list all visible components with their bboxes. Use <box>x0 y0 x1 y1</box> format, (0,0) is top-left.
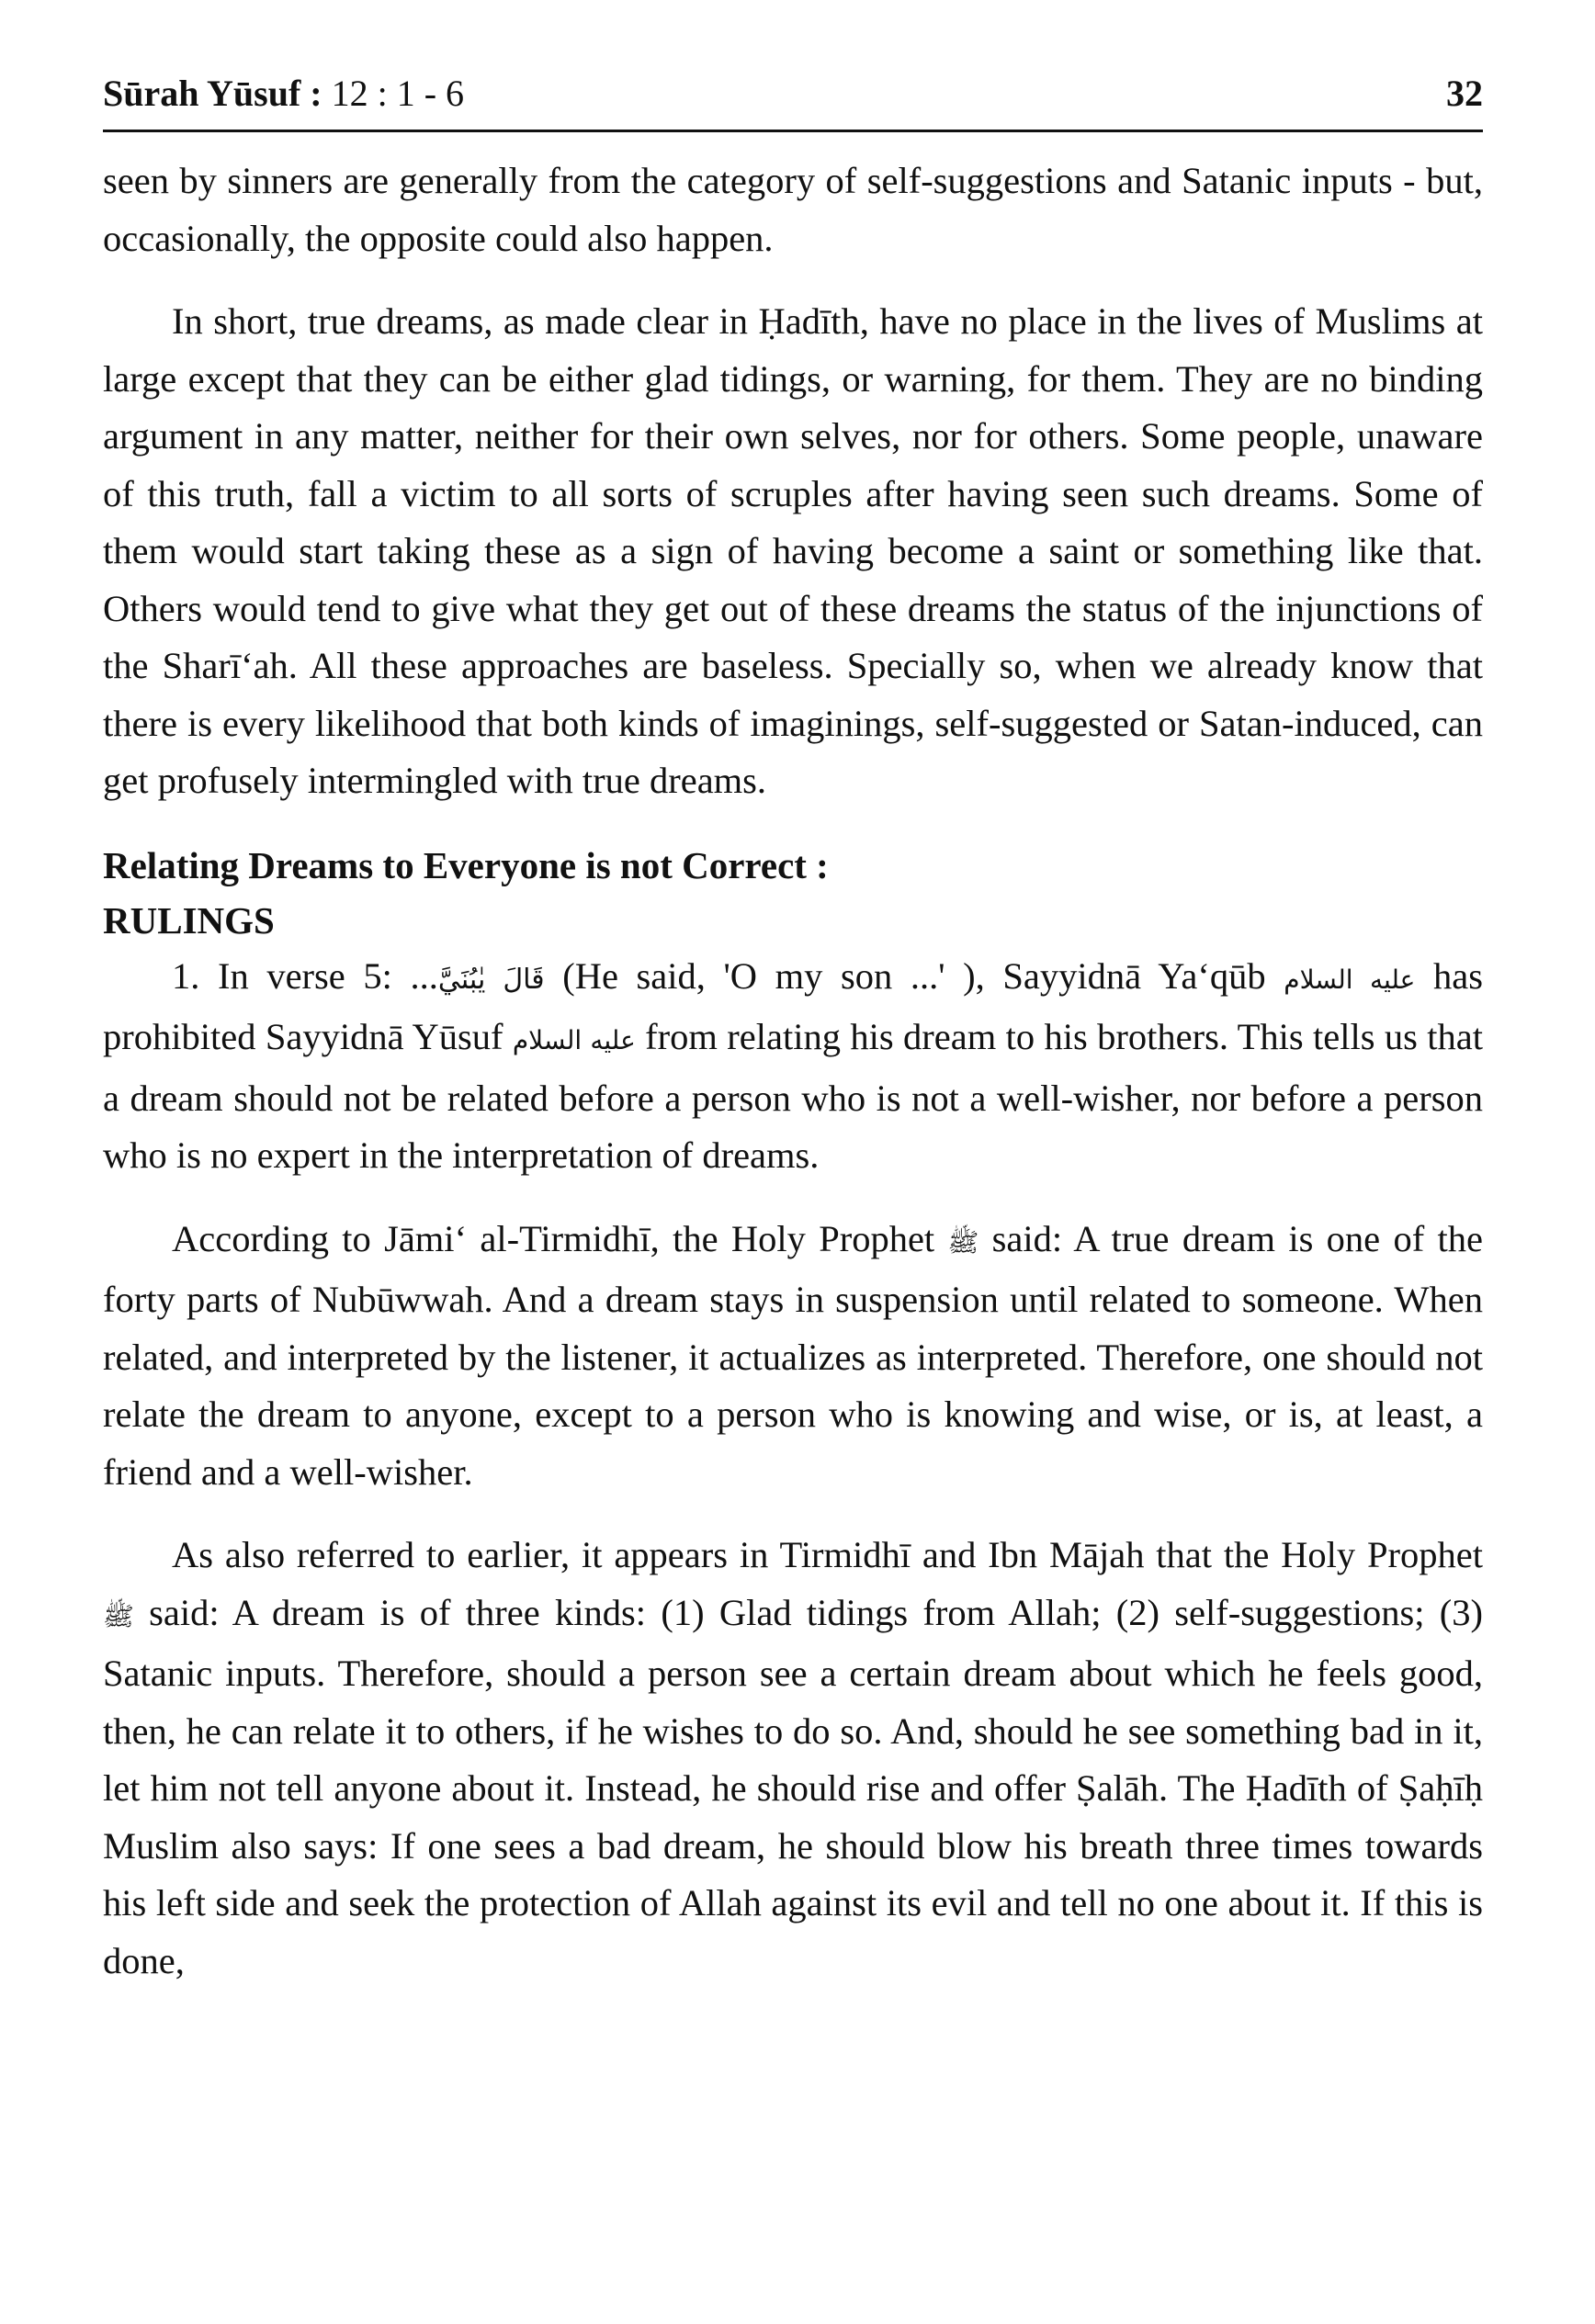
rulings-heading: RULINGS <box>103 898 275 942</box>
arabic-verse: قَالَ يٰبُنَيَّ <box>437 963 545 996</box>
section-heading: Relating Dreams to Everyone is not Correct : <box>103 843 829 886</box>
surah-name: Sūrah Yūsuf : <box>103 73 322 114</box>
ruling-text-c: has prohibited Sayyidnā Yūsuf <box>103 954 1483 1057</box>
honorific-symbol: عليه السلام <box>1284 964 1416 995</box>
ruling-text-d: from relating his dream to his brothers. This tells us that a dream should not be related before a person who is not a well-wisher, nor before a person who is no expert in the interpretation of dreams. <box>103 1016 1483 1176</box>
ruling-text-b: (He said, 'O my son ...' ), Sayyidnā Ya‘qūb <box>544 954 1284 997</box>
paragraph-three-kinds <box>103 1527 1483 1990</box>
tirmidhi-text-b: said: A true dream is one of the forty parts of Nubūwwah. And a dream stays in suspension until related to someone. When related, and interpreted by the listener, it actualizes as interpreted. Therefore, one should not relate the dream to anyone, except to a person who is knowing and wise, or is, at least, a friend and a well-wisher. <box>103 1217 1483 1493</box>
page-number: 32 <box>1446 73 1483 114</box>
paragraph-tirmidhi <box>103 1211 1483 1502</box>
header-title <box>103 72 464 115</box>
paragraph-continuation: seen by sinners are generally from the category of self-suggestions and Satanic inputs - but, occasionally, the opposite could also happen. <box>103 160 1483 259</box>
book-page <box>103 72 1483 1990</box>
tirmidhi-text-a: According to Jāmi‘ al-Tirmidhī, the Holy Prophet <box>172 1217 948 1259</box>
honorific-symbol: ﷺ <box>947 1226 979 1258</box>
paragraph-ruling-1 <box>103 948 1483 1185</box>
running-header <box>103 72 1483 132</box>
honorific-symbol: عليه السلام <box>512 1025 636 1055</box>
three-kinds-text-a: As also referred to earlier, it appears in Tirmidhī and Ibn Mājah that the Holy Prophet <box>172 1534 1483 1575</box>
honorific-symbol: ﷺ <box>103 1600 134 1631</box>
page-body <box>103 152 1483 1990</box>
three-kinds-text-b: said: A dream is of three kinds: (1) Glad tidings from Allah; (2) self-suggestions; (3) Satanic inputs. Therefore, should a person see a certain dream about which he feels good, then, he can relate it to others, if he wishes to do so. And, should he see something bad in it, let him not tell anyone about it. Instead, he should rise and offer Ṣalāh. The Ḥadīth of Ṣaḥīḥ Muslim also says: If one sees a bad dream, he should blow his breath three times towards his left side and seek the protection of Allah against its evil and tell no one about it. If this is done, <box>103 1591 1483 1981</box>
paragraph-true-dreams: In short, true dreams, as made clear in Ḥadīth, have no place in the lives of Muslims at large except that they can be either glad tidings, or warning, for them. They are no binding argument in any matter, neither for their own selves, nor for others. Some people, unaware of this truth, fall a victim to all sorts of scruples after having seen such dreams. Some of them would start taking these as a sign of having become a saint or something like that. Others would tend to give what they get out of these dreams the status of the injunctions of the Sharī‘ah. All these approaches are baseless. Specially so, when we already know that there is every likelihood that both kinds of imaginings, self-suggested or Satan-induced, can get profusely intermingled with true dreams. <box>103 300 1483 801</box>
verse-reference: 12 : 1 - 6 <box>322 73 465 114</box>
ruling-text-a: 1. In verse 5: ... <box>172 954 438 997</box>
